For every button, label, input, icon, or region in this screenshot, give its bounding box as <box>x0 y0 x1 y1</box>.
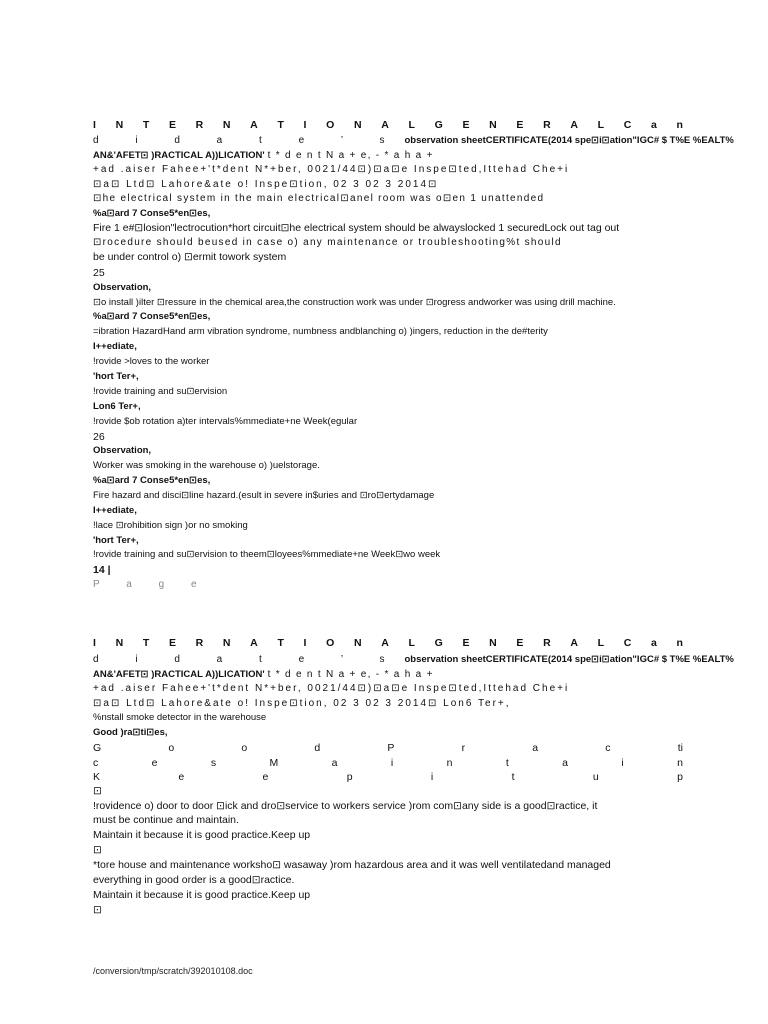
spaced-letter: o <box>241 742 248 754</box>
body-text: Maintain it because it is good practice.Keep up <box>93 829 311 841</box>
body-text: %nstall smoke detector in the warehouse <box>93 712 267 723</box>
spaced-letter: A <box>381 119 389 131</box>
body-text: =ibration HazardHand arm vibration syndrome, numbness andblanching o) )ingers, reduction in the de#terity <box>93 326 548 337</box>
spaced-letter: E <box>516 119 524 131</box>
spaced-letter: L <box>408 119 415 131</box>
section-label: %a⊡ard 7 Conse5*en⊡es, <box>93 208 211 219</box>
spaced-letter: I <box>303 119 307 131</box>
spaced-letter: a <box>650 637 657 649</box>
good-practice-row <box>93 756 683 770</box>
body-text: ⊡he electrical system in the main electrical⊡anel room was o⊡en 1 unattended <box>93 193 545 204</box>
spaced-letter: T <box>142 637 150 649</box>
missing-glyph: ⊡ <box>93 785 102 797</box>
heading-letter-row <box>93 636 683 650</box>
spaced-letter: n <box>676 637 683 649</box>
spaced-letter: N <box>353 637 362 649</box>
student-info-line: +ad .aiser Fahee+'t*dent N*+ber, 0021/44⊡)⊡a⊡e Inspe⊡ted,Ittehad Che+i <box>93 164 570 175</box>
spaced-letter: I <box>303 637 307 649</box>
spaced-letter: G <box>93 742 102 754</box>
good-practice-row <box>93 770 683 784</box>
spaced-letter: C <box>623 119 632 131</box>
spaced-letter: e <box>178 771 185 783</box>
spaced-letter: N <box>222 119 231 131</box>
good-practice-row <box>93 741 683 755</box>
spaced-letter: L <box>597 119 605 131</box>
spaced-letter: R <box>195 637 204 649</box>
footer-path: /conversion/tmp/scratch/392010108.doc <box>93 966 253 976</box>
spaced-word: d i d a t e ’ s <box>93 654 402 665</box>
section-label: Observation, <box>93 445 152 456</box>
spaced-letter: A <box>381 637 389 649</box>
spaced-letter: c <box>605 742 611 754</box>
heading-row-2 <box>93 652 734 667</box>
student-name-line: t * d e n t N a + e, - * a h a + <box>267 669 434 680</box>
spaced-letter: ti <box>677 742 683 754</box>
spaced-letter: i <box>621 757 624 769</box>
section-label: Good )ra⊡ti⊡es, <box>93 727 168 738</box>
body-text: !lace ⊡rohibition sign )or no smoking <box>93 520 248 531</box>
spaced-letter: T <box>142 119 150 131</box>
heading-letter-row <box>93 118 683 132</box>
heading-tail: observation sheetCERTIFICATE(2014 spe⊡i⊡ation"IGC# $ T%E %EALT% <box>404 654 734 665</box>
spaced-letter: r <box>461 742 466 754</box>
section-label: Lon6 Ter+, <box>93 401 141 412</box>
spaced-letter: I <box>93 637 96 649</box>
body-text: !rovide >loves to the worker <box>93 356 210 367</box>
spaced-letter: P <box>387 742 395 754</box>
spaced-letter: n <box>676 119 683 131</box>
section-label: %a⊡ard 7 Conse5*en⊡es, <box>93 475 211 486</box>
spaced-letter: i <box>390 757 394 769</box>
body-text: !rovidence o) door to door ⊡ick and dro⊡service to workers service )rom com⊡any side is a good⊡ractice, it <box>93 800 598 812</box>
section-label: 'hort Ter+, <box>93 535 139 546</box>
spaced-letter: R <box>195 119 204 131</box>
spaced-word: d i d a t e ’ s <box>93 135 402 146</box>
spaced-letter: e <box>262 771 269 783</box>
body-text: ⊡o install )ilter ⊡ressure in the chemical area,the construction work was under ⊡rogress andworker was using drill machine. <box>93 297 616 308</box>
spaced-letter: c <box>93 757 99 769</box>
missing-glyph: ⊡ <box>93 904 102 916</box>
spaced-letter: C <box>623 637 632 649</box>
page-label: P a g e <box>93 579 209 590</box>
spaced-letter: N <box>489 119 497 131</box>
spaced-letter: A <box>570 637 578 649</box>
spaced-letter: t <box>505 757 509 769</box>
spaced-letter: E <box>462 119 470 131</box>
spaced-letter: G <box>434 637 443 649</box>
spaced-letter: e <box>151 757 158 769</box>
spaced-letter: R <box>543 119 551 131</box>
body-text: Maintain it because it is good practice.Keep up <box>93 889 311 901</box>
spaced-letter: N <box>115 119 124 131</box>
heading-part: AN&'AFET⊡ )RACTICAL A))LICATION' <box>93 150 265 161</box>
section-label: %a⊡ard 7 Conse5*en⊡es, <box>93 311 211 322</box>
date-line: ⊡a⊡ Ltd⊡ Lahore&ate o! Inspe⊡tion, 02 3 02 3 2014⊡ Lon6 Ter+, <box>93 698 511 709</box>
spaced-letter: n <box>677 757 683 769</box>
spaced-letter: a <box>532 742 539 754</box>
page-number: 14 | <box>93 564 111 576</box>
spaced-letter: p <box>677 771 683 783</box>
spaced-letter: s <box>210 757 217 769</box>
spaced-letter: I <box>93 119 96 131</box>
spaced-letter: a <box>562 757 569 769</box>
heading-tail: observation sheetCERTIFICATE(2014 spe⊡i⊡ation"IGC# $ T%E %EALT% <box>404 135 734 146</box>
body-text: !rovide training and su⊡ervision to theem⊡loyees%mmediate+ne Week⊡wo week <box>93 549 441 560</box>
body-text: must be continue and maintain. <box>93 814 239 826</box>
spaced-letter: T <box>277 637 284 649</box>
body-text: everything in good order is a good⊡ractice. <box>93 874 295 886</box>
spaced-letter: E <box>516 637 524 649</box>
spaced-letter: a <box>331 757 338 769</box>
body-text: Fire 1 e#⊡losion"lectrocution*hort circuit⊡he electrical system should be alwayslocked 1 securedLock out tag out <box>93 222 620 234</box>
spaced-letter: o <box>168 742 175 754</box>
spaced-letter: N <box>222 637 231 649</box>
student-info-line: +ad .aiser Fahee+'t*dent N*+ber, 0021/44⊡)⊡a⊡e Inspe⊡ted,Ittehad Che+i <box>93 683 570 694</box>
section-label: I++ediate, <box>93 505 137 516</box>
date-line: ⊡a⊡ Ltd⊡ Lahore&ate o! Inspe⊡tion, 02 3 02 3 2014⊡ <box>93 179 439 190</box>
spaced-letter: T <box>277 119 284 131</box>
heading-row-3 <box>93 148 683 163</box>
spaced-letter: N <box>489 637 497 649</box>
spaced-letter: R <box>543 637 551 649</box>
section-label: I++ediate, <box>93 341 137 352</box>
student-name-line: t * d e n t N a + e, - * a h a + <box>267 150 434 161</box>
spaced-letter: p <box>346 771 353 783</box>
spaced-letter: u <box>592 771 599 783</box>
body-text: be under control o) ⊡ermit towork system <box>93 251 287 263</box>
spaced-letter: E <box>168 637 176 649</box>
heading-part: AN&'AFET⊡ )RACTICAL A))LICATION' <box>93 669 265 680</box>
body-text: !rovide training and su⊡ervision <box>93 386 228 397</box>
spaced-letter: K <box>93 771 101 783</box>
spaced-letter: O <box>326 637 335 649</box>
spaced-letter: A <box>250 637 258 649</box>
body-text: Worker was smoking in the warehouse o) )uelstorage. <box>93 460 320 471</box>
item-number: 25 <box>93 267 105 279</box>
spaced-letter: E <box>462 637 470 649</box>
body-text: ⊡rocedure should beused in case o) any maintenance or troubleshooting%t should <box>93 237 562 248</box>
item-number: 26 <box>93 431 105 443</box>
spaced-letter: E <box>168 119 176 131</box>
body-text: Fire hazard and disci⊡line hazard.(esult in severe in$uries and ⊡ro⊡ertydamage <box>93 490 435 501</box>
section-label: 'hort Ter+, <box>93 371 139 382</box>
spaced-letter: O <box>326 119 335 131</box>
spaced-letter: L <box>408 637 415 649</box>
spaced-letter: i <box>430 771 434 783</box>
spaced-letter: M <box>269 757 279 769</box>
section-label: Observation, <box>93 282 152 293</box>
body-text: *tore house and maintenance worksho⊡ wasaway )rom hazardous area and it was well ventilatedand managed <box>93 859 611 871</box>
spaced-letter: a <box>650 119 657 131</box>
spaced-letter: A <box>570 119 578 131</box>
missing-glyph: ⊡ <box>93 844 102 856</box>
spaced-letter: n <box>446 757 453 769</box>
heading-row-2 <box>93 133 734 148</box>
spaced-letter: L <box>597 637 605 649</box>
spaced-letter: t <box>511 771 515 783</box>
spaced-letter: N <box>115 637 124 649</box>
spaced-letter: N <box>353 119 362 131</box>
spaced-letter: A <box>250 119 258 131</box>
spaced-letter: d <box>314 742 321 754</box>
spaced-letter: G <box>434 119 443 131</box>
body-text: !rovide $ob rotation a)ter intervals%mmediate+ne Week(egular <box>93 416 358 427</box>
heading-row-3 <box>93 667 683 682</box>
